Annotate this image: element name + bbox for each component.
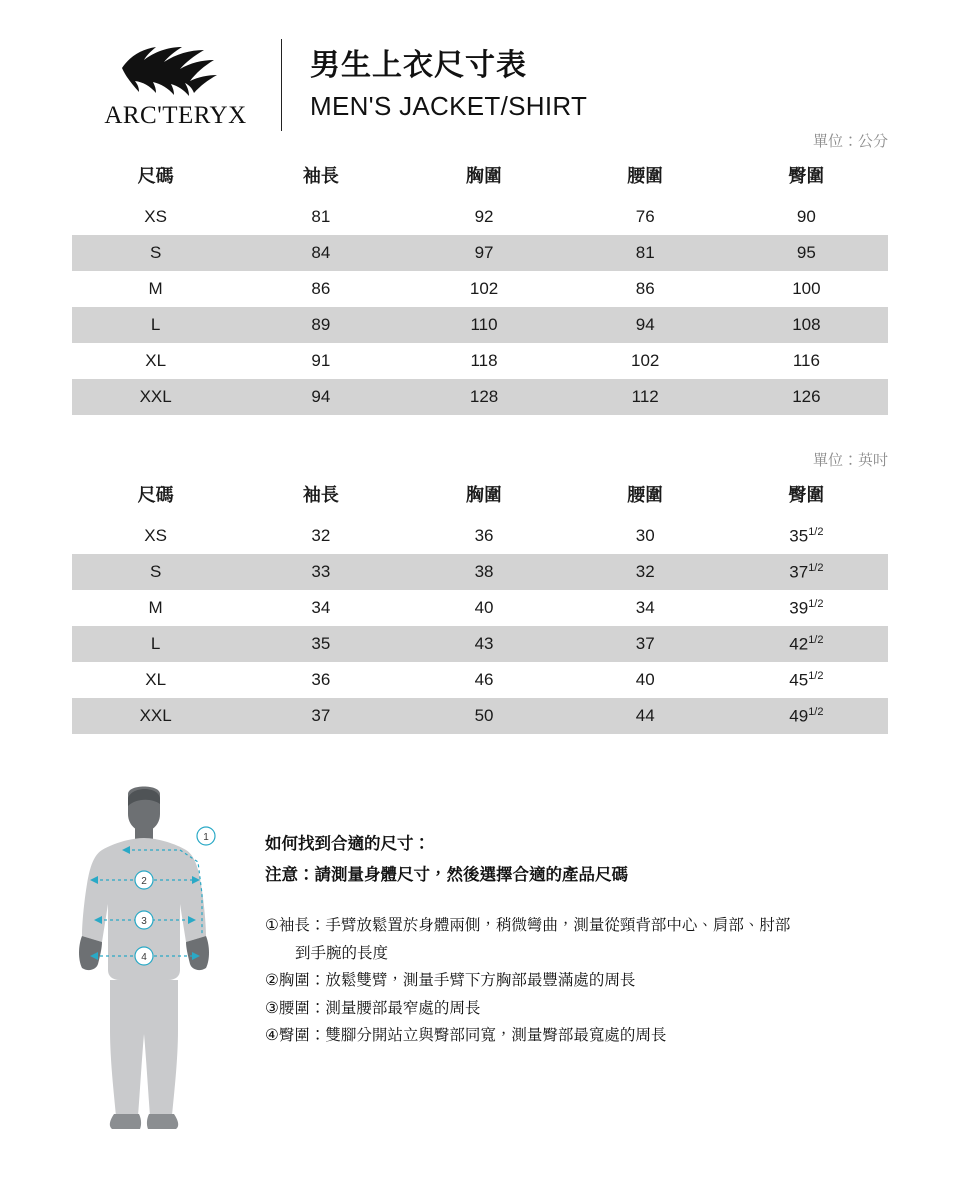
guide-item-text-cont: 到手腕的長度 [295,944,389,962]
guide-item [265,912,900,967]
column-header: 胸圍 [466,166,503,186]
unit-label-inch: 單位：英吋 [812,452,888,469]
size-table-inch [72,478,888,734]
table-header-row [72,159,888,199]
cell-sleeve: 35 [239,626,402,662]
cell-hip: 95 [725,235,888,271]
cell-hip: $37^{1/2}$ [725,554,888,590]
cell-size: XL [145,351,167,370]
cell-waist: 112 [566,379,725,415]
cell-waist: 86 [635,279,655,298]
column-header: 尺碼 [137,485,174,505]
table-row [72,698,888,734]
cell-chest: 97 [402,235,565,271]
cell-hip: 126 [725,379,888,415]
notes-column [247,784,900,1134]
table-row [72,590,888,626]
cell-waist: 30 [635,526,655,545]
size-table-cm [72,159,888,415]
brand-block [78,40,273,130]
table-header-row [72,478,888,518]
cell-size: L [72,307,239,343]
cell-waist: 76 [635,207,655,226]
cell-chest: 92 [474,207,494,226]
cell-chest: 38 [402,554,565,590]
measurement-guide [0,774,960,1134]
figure-marker-4: 4 [141,952,147,963]
table-row [72,235,888,271]
figure-marker-3: 3 [141,916,147,927]
header [0,0,960,130]
table-row [72,199,888,235]
table-row [72,271,888,307]
cell-sleeve: 32 [311,526,331,545]
figure-column [72,784,247,1134]
section-spacer [0,734,960,774]
guide-item-text: ①袖長：手臂放鬆置於身體兩側，稍微彎曲，測量從頸背部中心、肩部、肘部 [265,917,791,935]
cell-sleeve: 91 [311,351,331,370]
cell-waist: 81 [566,235,725,271]
title-block [310,46,587,124]
cell-chest: 40 [474,598,494,617]
cell-sleeve: 37 [239,698,402,734]
table-row [72,307,888,343]
size-table-cm-wrap [0,159,960,415]
archaeopteryx-logo-icon [116,40,236,98]
cell-chest: 110 [402,307,565,343]
cell-waist: 32 [566,554,725,590]
male-body-measurement-figure [72,784,247,1134]
brand-name: ARC'TERYX [104,102,247,129]
cell-sleeve: 86 [311,279,331,298]
page-title-cn: 男生上衣尺寸表 [310,49,527,83]
cell-sleeve: 84 [239,235,402,271]
cell-hip: $42^{1/2}$ [725,626,888,662]
cell-sleeve: 94 [239,379,402,415]
unit-label-cm: 單位：公分 [812,133,888,150]
cell-chest: 102 [469,279,499,298]
guide-item-text: ④臀圍：雙腳分開站立與臀部同寬，測量臀部最寬處的周長 [265,1027,667,1045]
guide-item-text: ②胸圍：放鬆雙臂，測量手臂下方胸部最豐滿處的周長 [265,972,636,990]
column-header: 腰圍 [627,485,664,505]
cell-size: S [72,554,239,590]
column-header: 腰圍 [627,166,664,186]
cell-size: XXL [72,379,239,415]
cell-waist: 44 [566,698,725,734]
guide-item [265,967,900,995]
cell-chest: 46 [474,670,494,689]
cell-size: XL [145,670,167,689]
size-table-inch-wrap [0,478,960,734]
cell-hip: $45^{1/2}$ [789,669,824,690]
figure-marker-2: 2 [141,876,147,887]
cell-waist: 40 [635,670,655,689]
figure-marker-1: 1 [203,832,209,843]
cell-sleeve: 33 [239,554,402,590]
cell-waist: 102 [631,351,660,370]
cell-hip: 116 [792,351,820,370]
cell-size: S [72,235,239,271]
cell-hip: $39^{1/2}$ [789,597,824,618]
cell-size: M [148,279,163,298]
guide-item-text: ③腰圍：測量腰部最窄處的周長 [265,999,481,1017]
cell-chest: 50 [402,698,565,734]
cell-hip: $49^{1/2}$ [725,698,888,734]
cell-size: XS [144,207,167,226]
cell-size: L [72,626,239,662]
guide-heading-1: 如何找到合適的尺寸： [265,835,430,853]
cell-size: XXL [72,698,239,734]
cell-chest: 118 [470,351,498,370]
column-header: 臀圍 [788,166,825,186]
cell-chest: 128 [402,379,565,415]
guide-heading-2: 注意：請測量身體尺寸，然後選擇合適的產品尺碼 [265,865,628,884]
cell-hip: 100 [792,279,821,298]
cell-size: XS [144,526,167,545]
table-row [72,626,888,662]
column-header: 尺碼 [137,166,174,186]
guide-item [265,995,900,1023]
cell-waist: 34 [635,598,655,617]
table-row [72,379,888,415]
header-divider [281,39,282,131]
cell-chest: 43 [402,626,565,662]
table-row [72,662,888,698]
column-header: 臀圍 [788,485,825,505]
cell-waist: 94 [566,307,725,343]
cell-sleeve: 81 [311,207,331,226]
cell-hip: 90 [796,207,816,226]
guide-item [265,1022,900,1050]
table-row [72,343,888,379]
cell-waist: 37 [566,626,725,662]
cell-chest: 36 [474,526,494,545]
page-title-en: MEN'S JACKET/SHIRT [310,90,588,121]
guide-item-list [265,912,900,1050]
cell-sleeve: 36 [311,670,331,689]
cell-size: M [148,598,163,617]
cell-hip: $35^{1/2}$ [789,525,824,546]
column-header: 袖長 [302,166,339,186]
column-header: 胸圍 [466,485,503,505]
table-spacer [0,415,960,449]
cell-sleeve: 89 [239,307,402,343]
table-row [72,518,888,554]
table-row [72,554,888,590]
column-header: 袖長 [302,485,339,505]
cell-hip: 108 [725,307,888,343]
cell-sleeve: 34 [311,598,331,617]
